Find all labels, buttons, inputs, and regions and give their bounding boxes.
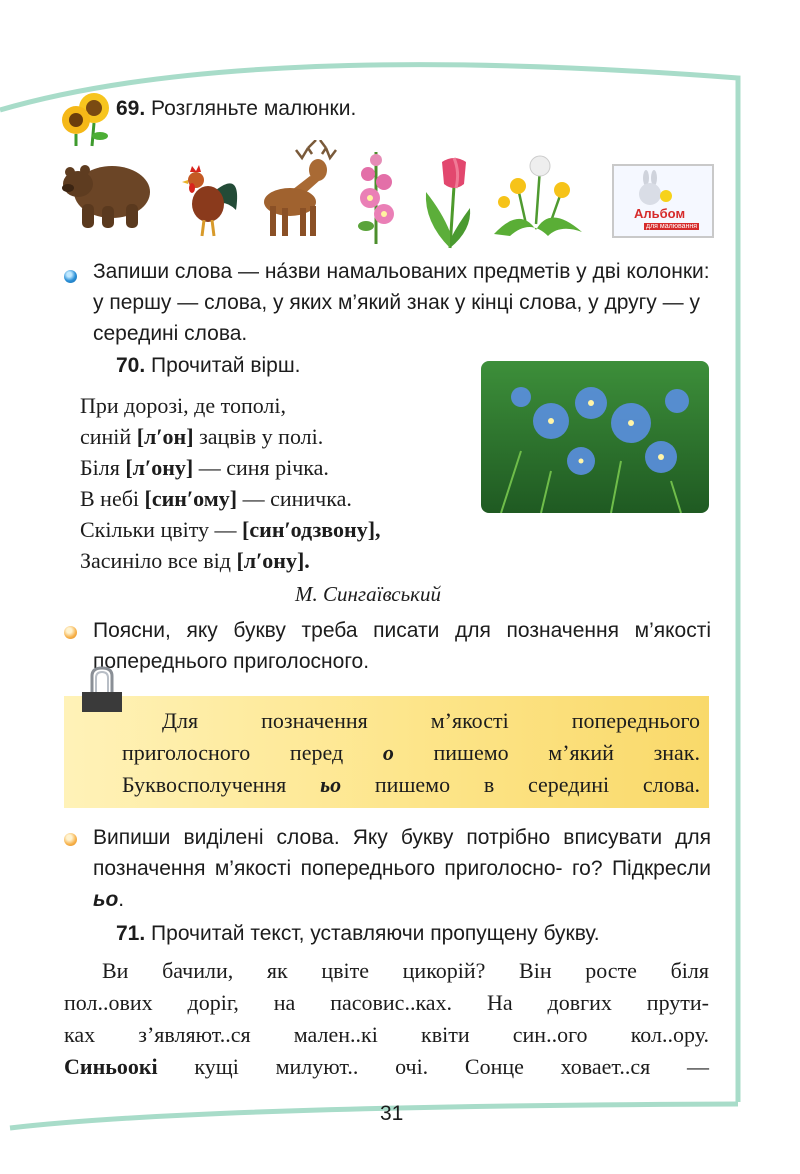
ex71-number: 71. [116, 922, 146, 945]
flax-flowers-photo [481, 361, 709, 513]
rule-letters-yo: ьо [320, 772, 342, 797]
ex70-number: 70. [116, 354, 146, 377]
dandelion-picture [490, 154, 586, 238]
album-label: Альбом [634, 206, 686, 221]
poem-line [80, 424, 323, 450]
poem-transcription: [л′он] [136, 424, 194, 449]
rule-text-part: приголосного перед [122, 740, 383, 765]
ex71-title: Прочитай текст, уставляючи пропущену букву. [151, 922, 600, 945]
ex71-line: Ви бачили, як цвіте цикорій? Він росте біля [102, 958, 709, 983]
ex71-heading [116, 922, 600, 946]
page-number: 31 [380, 1102, 404, 1125]
task3-text: Випиши виділені слова. Яку букву потрібно вписувати для позначення м’якості попереднього приголосно- го? Підкресли [93, 826, 711, 880]
bear-picture [60, 150, 155, 232]
rule-text-part: Буквосполучення [122, 772, 321, 797]
tulip-picture [420, 152, 478, 250]
poem-author: М. Сингаївський [295, 582, 441, 606]
ex69-task-text: Запиши слова — на́зви намальованих предметів у дві колонки: у першу — слова, у яких м’який знак у кінці слова, у другу — у середині слова. [93, 260, 710, 345]
task-bullet [64, 270, 77, 283]
ex71-line: ках з’являют..ся мален..кі квіти син..ого кол..ору. [64, 1022, 709, 1047]
poem-text: Біля [80, 455, 126, 480]
rule-text-part: пишемо м’який знак. [393, 740, 700, 765]
poem-text: синій [80, 424, 137, 449]
rule-line-3 [122, 772, 700, 798]
poem-text: Скільки цвіту — [80, 517, 243, 542]
poem-text: — синя річка. [193, 455, 329, 480]
task-bullet [64, 833, 77, 846]
poem-transcription: [л′ону] [125, 455, 194, 480]
task-bullet [64, 626, 77, 639]
task3-letters-yo: ьо [93, 888, 119, 911]
ex69-heading [116, 97, 356, 121]
album-picture [612, 164, 714, 238]
rule-text-part: пишемо в середині слова. [341, 772, 701, 797]
poem-text: В небі [80, 486, 145, 511]
deer-picture [258, 140, 346, 240]
album-sub: для малювання [646, 223, 697, 230]
poem-line [80, 455, 329, 481]
ex69-number: 69. [116, 97, 146, 120]
ex71-bold-word: Синьоокі [64, 1054, 158, 1079]
poem-text: При дорозі, де тополі, [80, 393, 287, 418]
ex71-line [64, 1054, 709, 1080]
sunflower-icon [58, 90, 116, 148]
poem-transcription: [син′ому] [144, 486, 238, 511]
poem-text: — синичка. [237, 486, 352, 511]
rule-line-1: Для позначення м’якості попереднього [162, 708, 700, 733]
rule-letter-o: о [382, 740, 394, 765]
poem-text: Засиніло все від [80, 548, 237, 573]
task3 [93, 822, 711, 915]
binder-clip-icon [78, 666, 126, 716]
poem-transcription: [син′одзвону], [242, 517, 381, 542]
poem-line [80, 486, 352, 512]
poem-line [80, 548, 310, 574]
mallow-flower-picture [354, 148, 398, 246]
ex71-line-rest: кущі милуют.. очі. Сонце ховает..ся — [157, 1054, 709, 1079]
rule-line-2 [122, 740, 700, 766]
poem-line [80, 517, 381, 543]
poem-line [80, 393, 286, 419]
ex70-task-text: Поясни, яку букву треба писати для позначення м’якості попереднього приголосного. [93, 619, 711, 673]
ex70-task [93, 615, 711, 677]
ex69-title: Розгляньте малюнки. [151, 97, 357, 120]
ex71-line: пол..ових доріг, на пасовис..ках. На довгих прути- [64, 990, 709, 1015]
ex70-title: Прочитай вірш. [151, 354, 301, 377]
rooster-picture [176, 160, 246, 240]
poem-transcription: [л′ону]. [236, 548, 310, 573]
ex70-heading [116, 354, 301, 378]
ex69-task [93, 256, 719, 349]
poem-text: зацвів у полі. [193, 424, 324, 449]
bunny-icon [632, 170, 672, 208]
task3-end: . [118, 888, 125, 911]
